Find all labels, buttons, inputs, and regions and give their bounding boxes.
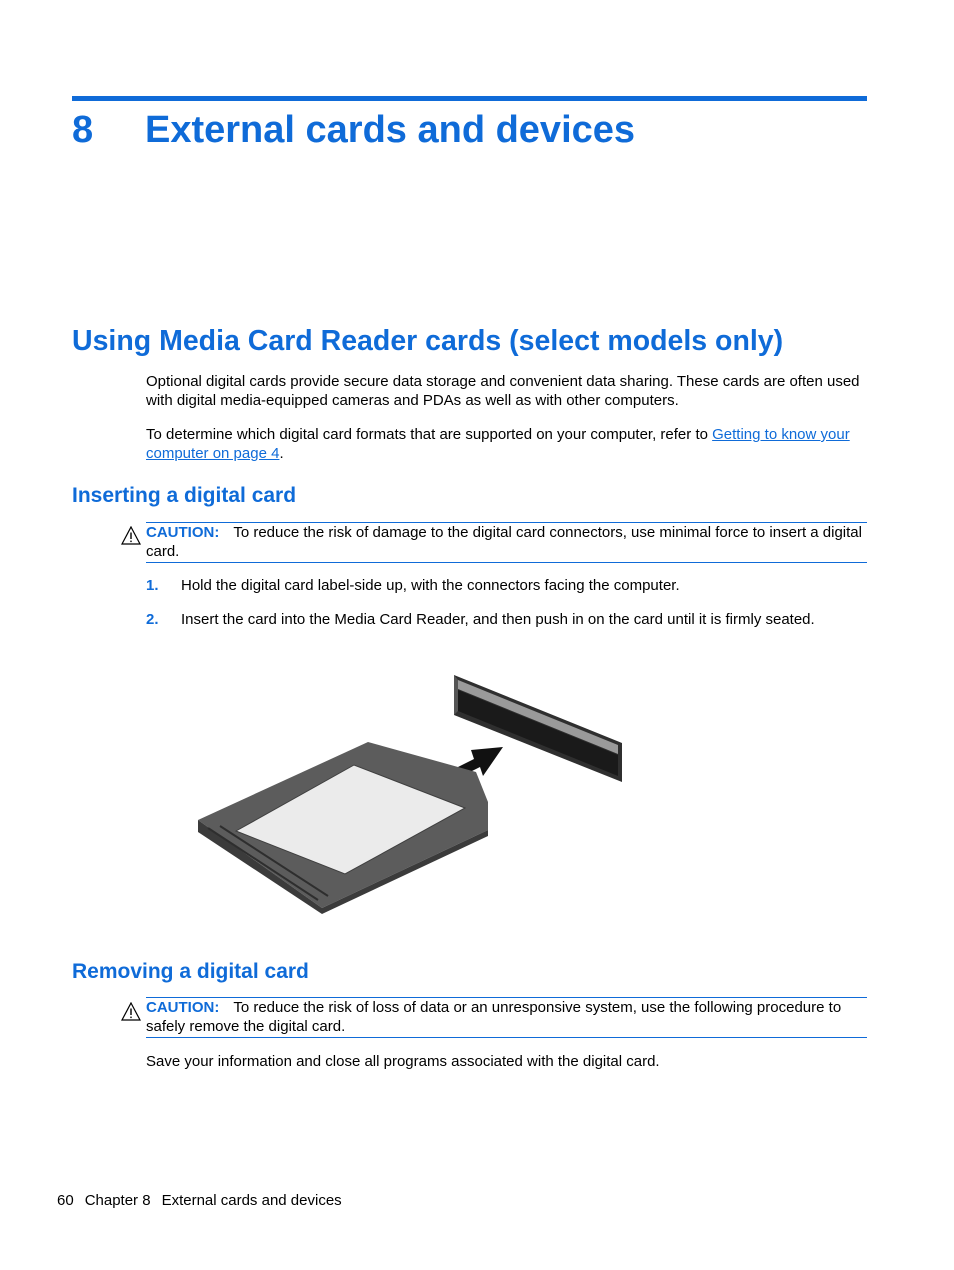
inserting-caution <box>146 522 867 563</box>
caution-text: To reduce the risk of loss of data or an unresponsive system, use the following procedure to safely remove the digital card. <box>146 999 842 1035</box>
card-insertion-illustration <box>190 668 630 918</box>
section-title: Using Media Card Reader cards (select models only) <box>72 325 784 357</box>
removing-caution <box>146 997 867 1038</box>
caution-text: To reduce the risk of damage to the digital card connectors, use minimal force to insert a digital card. <box>146 524 862 560</box>
intro-paragraph: Optional digital cards provide secure data storage and convenient data sharing. These cards are often used with digital media-equipped cameras and PDAs as well as with other computers. <box>146 373 860 409</box>
formats-end: . <box>279 445 284 462</box>
page-number: 60 <box>57 1192 74 1209</box>
warning-triangle-icon <box>121 526 141 545</box>
chapter-number: 8 <box>72 109 94 151</box>
inserting-heading: Inserting a digital card <box>72 484 297 507</box>
removing-paragraph: Save your information and close all programs associated with the digital card. <box>146 1053 660 1070</box>
removing-heading: Removing a digital card <box>72 960 309 983</box>
step-text: Insert the card into the Media Card Reader, and then push in on the card until it is firmly seated. <box>181 611 815 628</box>
chapter-rule <box>72 96 867 101</box>
formats-paragraph <box>146 425 871 463</box>
formats-text: To determine which digital card formats that are supported on your computer, refer to <box>146 426 713 443</box>
page-footer <box>57 1191 353 1211</box>
chapter-title: External cards and devices <box>145 109 636 151</box>
warning-triangle-icon <box>121 1002 141 1021</box>
caution-label: CAUTION: <box>146 999 220 1016</box>
chapter-heading <box>72 106 635 154</box>
getting-to-know-link[interactable]: Getting to know your computer on page 4 <box>146 426 850 462</box>
sd-card-image <box>198 742 488 914</box>
list-item <box>146 610 871 629</box>
step-text: Hold the digital card label-side up, with the connectors facing the computer. <box>181 577 680 594</box>
step-number: 1. <box>146 577 159 594</box>
list-item <box>146 576 871 595</box>
footer-chapter: Chapter 8 <box>84 1192 151 1209</box>
caution-label: CAUTION: <box>146 524 220 541</box>
footer-title: External cards and devices <box>161 1192 342 1209</box>
step-number: 2. <box>146 611 159 628</box>
